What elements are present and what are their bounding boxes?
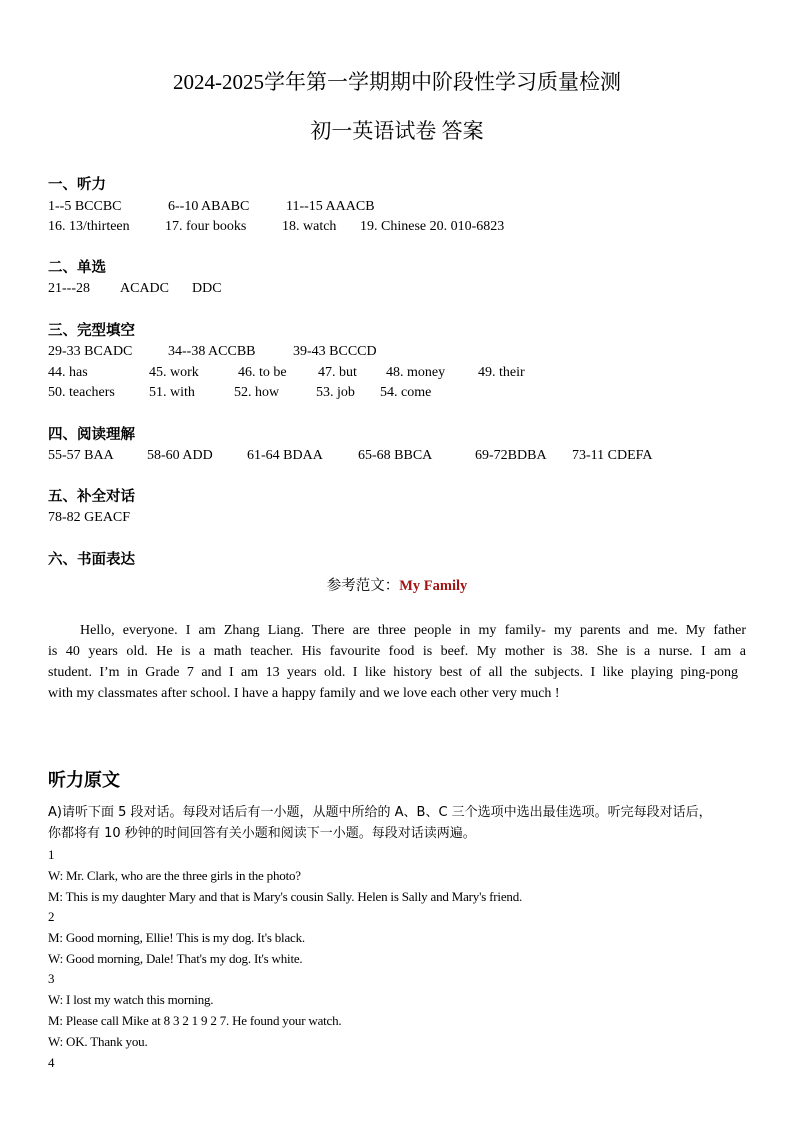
transcript-line: M: Please call Mike at 8 3 2 1 9 2 7. He found your watch. [48, 1013, 342, 1028]
answer-group: 1--5 BCCBC [48, 199, 122, 214]
answer-group: 11--15 AAACB [286, 199, 375, 214]
answer-group: DDC [192, 281, 222, 296]
section-heading-reading: 四、阅读理解 [48, 427, 135, 443]
answer-group: 34--38 ACCBB [168, 344, 256, 359]
answer-group: 65-68 BBCA [358, 448, 433, 463]
answer-group: 47. but [318, 365, 357, 380]
answer-group: 53. job [316, 385, 355, 400]
transcript-number: 1 [48, 847, 55, 862]
transcript-line: W: Good morning, Dale! That's my dog. It's white. [48, 951, 303, 966]
answer-group: 51. with [149, 385, 195, 400]
document-subtitle: 初一英语试卷 答案 [310, 119, 484, 143]
transcript-line: W: Mr. Clark, who are the three girls in the photo? [48, 868, 301, 883]
transcript-number: 4 [48, 1055, 55, 1070]
answer-group: 17. four books [165, 219, 247, 234]
section-heading-single-choice: 二、单选 [48, 260, 106, 276]
answer-group: 58-60 ADD [147, 448, 213, 463]
essay-line: with my classmates after school. I have a happy family and we love each other very much ! [48, 686, 560, 701]
transcript-line: M: This is my daughter Mary and that is Mary's cousin Sally. Helen is Sally and Mary's friend. [48, 889, 523, 904]
reference-essay-heading [0, 576, 794, 596]
answer-row: 78-82 GEACF [48, 510, 131, 525]
answer-group: 69-72BDBA [475, 448, 547, 463]
transcript-number: 3 [48, 971, 55, 986]
essay-line: Hello, everyone. I am Zhang Liang. There are three people in my family- my parents and me. My father [80, 623, 746, 638]
answer-group: 46. to be [238, 365, 287, 380]
answer-group: 29-33 BCADC [48, 344, 133, 359]
answer-group: 49. their [478, 365, 525, 380]
answer-group: 21---28 [48, 281, 90, 296]
transcript-heading: 听力原文 [48, 770, 120, 791]
essay-line: is 40 years old. He is a math teacher. His favourite food is beef. My mother is 38. She is a nurse. I am a [48, 644, 746, 659]
answer-group: 18. watch [282, 219, 337, 234]
answer-group: 61-64 BDAA [247, 448, 323, 463]
section-heading-writing: 六、书面表达 [48, 552, 135, 568]
answer-group: 39-43 BCCCD [293, 344, 377, 359]
answer-group: 16. 13/thirteen [48, 219, 130, 234]
section-heading-listening: 一、听力 [48, 177, 106, 193]
answer-group: 44. has [48, 365, 88, 380]
answer-group: 6--10 ABABC [168, 199, 250, 214]
transcript-instructions: 你都将有 10 秒钟的时间回答有关小题和阅读下一小题。每段对话读两遍。 [48, 826, 476, 841]
answer-group: 48. money [386, 365, 446, 380]
transcript-instructions: A)请听下面 5 段对话。每段对话后有一小题，从题中所给的 A、B、C 三个选项中选出最佳选项。听完每段对话后， [48, 805, 712, 820]
reference-essay-title: My Family [399, 578, 468, 594]
transcript-line: W: OK. Thank you. [48, 1034, 148, 1049]
essay-line: student. I’m in Grade 7 and I am 13 years old. I like history best of all the subjects. I like playing ping-pong [48, 665, 738, 680]
transcript-number: 2 [48, 909, 55, 924]
section-heading-dialogue: 五、补全对话 [48, 489, 135, 505]
answer-group: 52. how [234, 385, 280, 400]
answer-group: 73-11 CDEFA [572, 448, 653, 463]
section-heading-cloze: 三、完型填空 [48, 323, 135, 339]
transcript-line: W: I lost my watch this morning. [48, 992, 214, 1007]
reference-label: 参考范文： [326, 578, 400, 594]
answer-group: 50. teachers [48, 385, 115, 400]
answer-group: 54. come [380, 385, 432, 400]
document-title: 2024-2025学年第一学期期中阶段性学习质量检测 [173, 70, 621, 94]
answer-group: ACADC [120, 281, 170, 296]
transcript-line: M: Good morning, Ellie! This is my dog. It's black. [48, 930, 305, 945]
answer-group: 45. work [149, 365, 199, 380]
answer-group: 55-57 BAA [48, 448, 114, 463]
answer-group: 19. Chinese 20. 010-6823 [360, 219, 505, 234]
